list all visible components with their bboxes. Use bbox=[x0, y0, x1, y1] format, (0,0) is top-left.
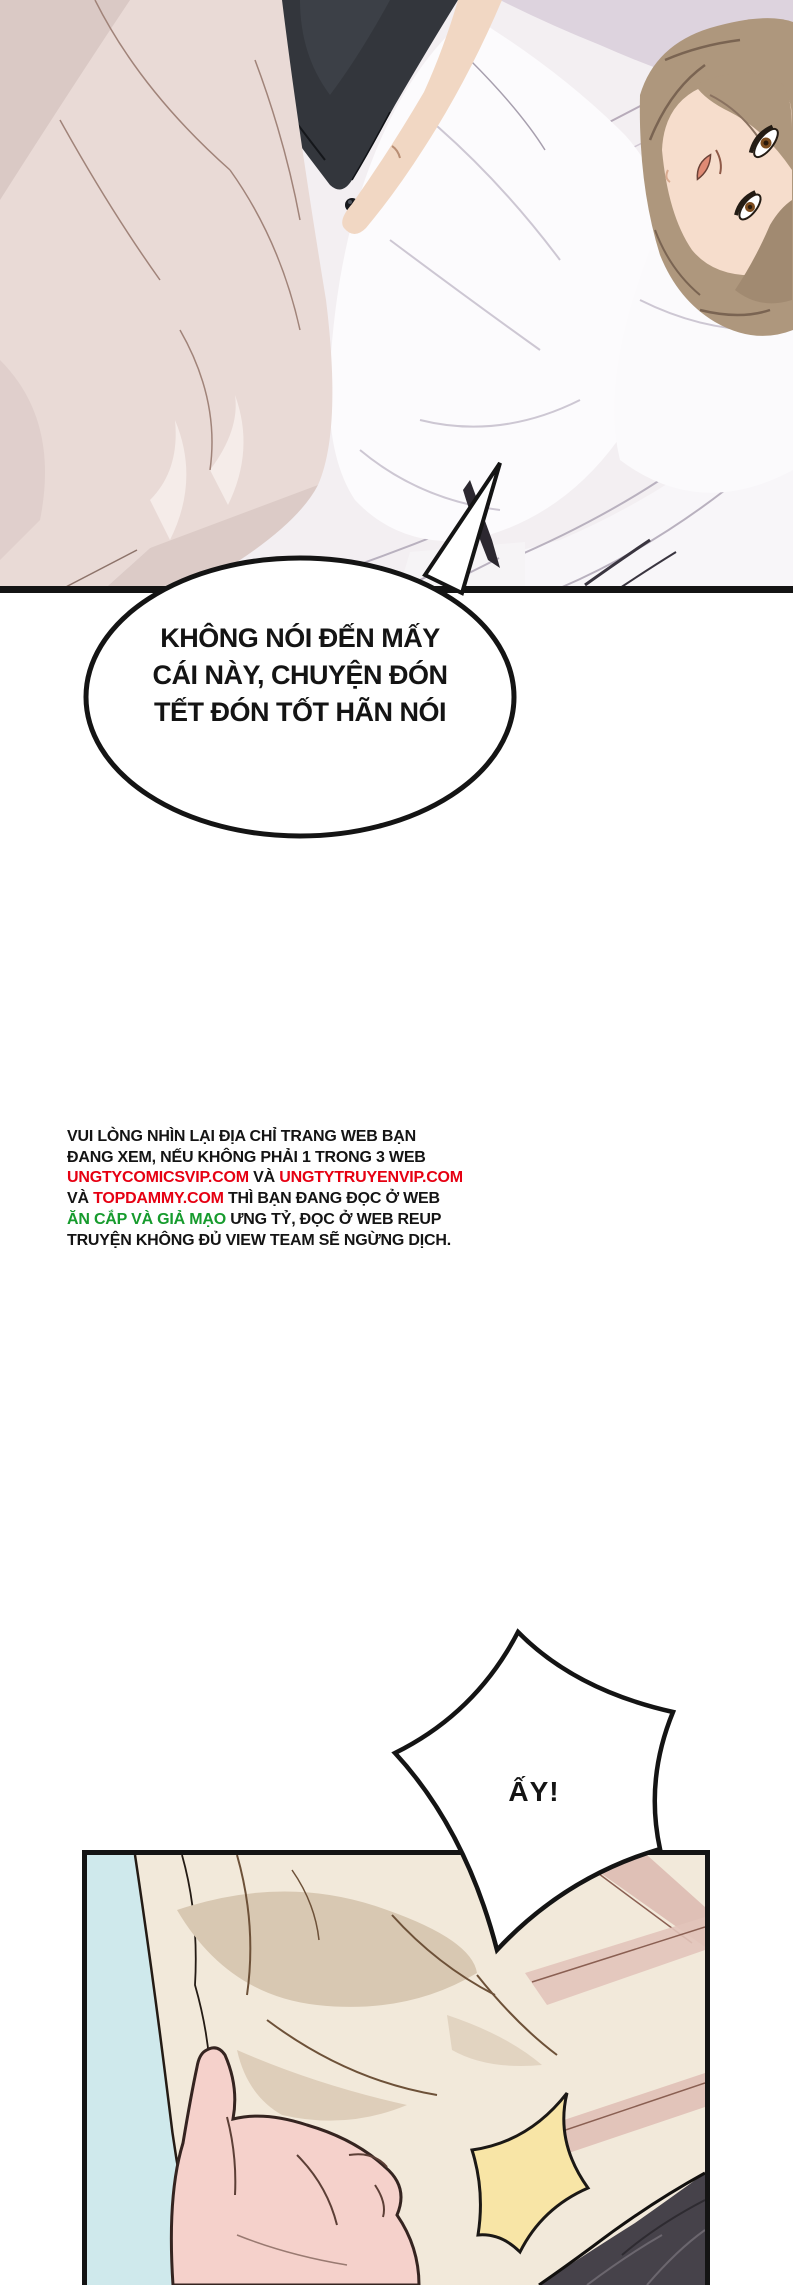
notice-line bbox=[67, 1127, 487, 1148]
burst-bubble-text: ẤY! bbox=[508, 1776, 560, 1807]
notice-text: ƯNG TỶ, ĐỌC Ở WEB REUP bbox=[225, 1210, 442, 1228]
notice-text: ĐANG XEM, NẾU KHÔNG PHẢI 1 TRONG 3 WEB bbox=[67, 1148, 426, 1166]
notice-text: TRUYỆN KHÔNG ĐỦ VIEW TEAM SẼ NGỪNG DỊCH. bbox=[67, 1231, 451, 1249]
speech-line: TẾT ĐÓN TỐT HÃN NÓI bbox=[154, 697, 446, 727]
notice-line bbox=[67, 1231, 487, 1252]
notice-line bbox=[67, 1189, 487, 1210]
warning-highlight-text: ĂN CẮP VÀ GIẢ MẠO bbox=[67, 1210, 226, 1228]
site-url-text: UNGTYCOMICSVIP.COM bbox=[67, 1169, 249, 1187]
notice-line bbox=[67, 1210, 487, 1231]
site-url-text: TOPDAMMY.COM bbox=[93, 1190, 224, 1208]
notice-text: VÀ bbox=[248, 1169, 280, 1187]
notice-text: VUI LÒNG NHÌN LẠI ĐỊA CHỈ TRANG WEB BẠN bbox=[67, 1128, 416, 1145]
site-url-text: UNGTYTRUYENVIP.COM bbox=[279, 1169, 463, 1187]
speech-bubble-tail bbox=[425, 463, 500, 593]
notice-line bbox=[67, 1168, 487, 1189]
notice-line bbox=[67, 1148, 487, 1169]
speech-line: KHÔNG NÓI ĐẾN MẤY bbox=[160, 623, 440, 653]
notice-text: THÌ BẠN ĐANG ĐỌC Ở WEB bbox=[223, 1190, 440, 1208]
speech-line: CÁI NÀY, CHUYỆN ĐÓN bbox=[152, 660, 448, 690]
anti-piracy-notice bbox=[67, 1127, 487, 1251]
notice-text: VÀ bbox=[67, 1190, 94, 1208]
speech-bubble-text bbox=[86, 620, 514, 731]
